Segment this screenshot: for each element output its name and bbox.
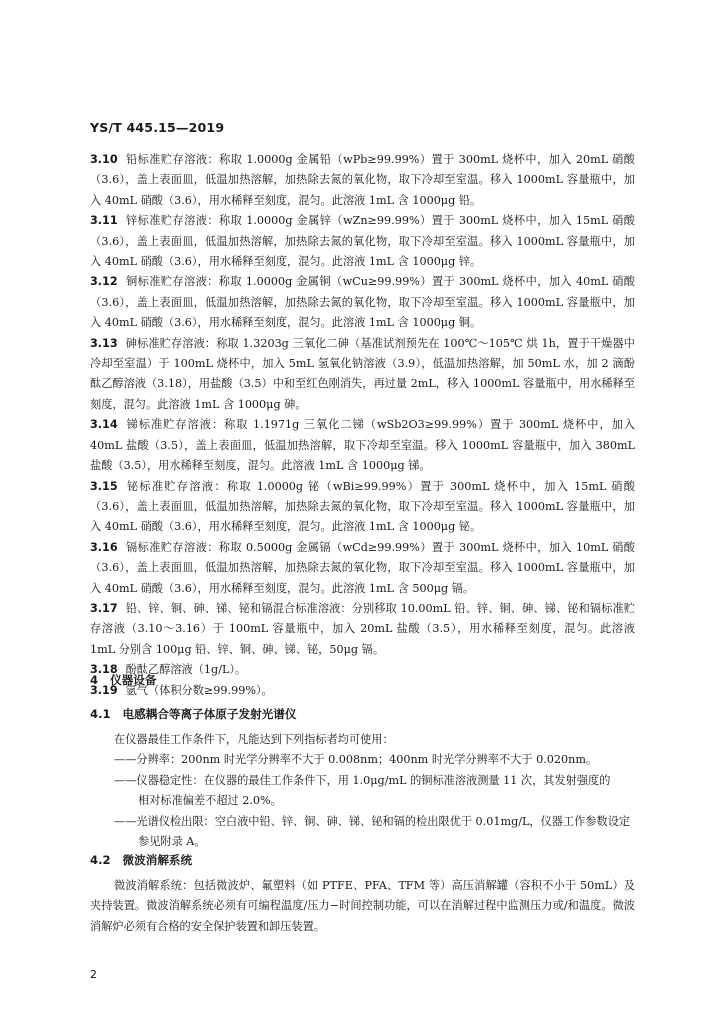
item-text: 铋标准贮存溶液：称取 1.0000g 铋（wBi≥99.99%）置于 300mL 烧杯中，加入 15mL 硝酸（3.6），盖上表面皿，低温加热溶解，加热除去氮的氧化物，取下冷却至室温。移入 1000mL 容量瓶中，加入 40mL 硝酸（3.6），用水稀释至刻度，混匀。此溶液 1mL 含 1000μg 铋。	[90, 479, 635, 534]
section-number: 4.1	[90, 707, 111, 721]
reagent-item-3-14	[90, 415, 635, 476]
item-text: 砷标准贮存溶液：称取 1.3203g 三氧化二砷（基准试剂预先在 100℃～105℃ 烘 1h，置于干燥器中冷却至室温）于 100mL 烧杯中，加入 5mL 氢氧化钠溶液（3.9），低温加热溶解，加 50mL 水，加 2 滴酚酞乙醇溶液（3.18），用盐酸（3.5）中和至红色刚消失，再过量 2mL，移入 1000mL 容量瓶中，用水稀释至刻度，混匀。此溶液 1mL 含 1000μg 砷。	[90, 336, 635, 411]
spec-detection-limit-cont: 参见附录 A。	[138, 835, 206, 849]
reagent-item-3-18	[90, 660, 635, 680]
item-text: 氩气（体积分数≥99.99%）。	[125, 683, 273, 697]
reagent-item-3-10	[90, 150, 635, 211]
section-number: 4.2	[90, 853, 111, 867]
section-intro: 在仪器最佳工作条件下，凡能达到下列指标者均可使用：	[114, 733, 394, 746]
section-title: 电感耦合等离子体原子发射光谱仪	[122, 707, 297, 721]
item-text: 酚酞乙醇溶液（1g/L）。	[125, 663, 247, 677]
reagent-item-3-11	[90, 211, 635, 272]
item-number: 3.19	[90, 683, 118, 697]
item-number: 3.16	[90, 540, 118, 554]
section-heading-4	[90, 672, 156, 688]
item-text: 锑标准贮存溶液：称取 1.1971g 三氧化二锑（wSb2O3≥99.99%）置于 300mL 烧杯中，加入 40mL 盐酸（3.5），盖上表面皿，低温加热溶解，取下冷却至室温。移入 1000mL 容量瓶中，加入 380mL 盐酸（3.5），用水稀释至刻度，混匀。此溶液 1mL 含 1000μg 锑。	[90, 418, 635, 473]
section-heading-4-1	[90, 706, 296, 722]
section-heading-4-2	[90, 852, 192, 868]
page-number: 2	[90, 968, 97, 981]
item-number: 3.18	[90, 663, 118, 677]
spec-stability-cont: 相对标准偏差不超过 2.0%。	[138, 794, 282, 808]
spec-resolution: ——分辨率：200nm 时光学分辨率不大于 0.008nm；400nm 时光学分辨率不大于 0.020nm。	[114, 753, 598, 767]
reagent-item-3-19	[90, 681, 635, 701]
section-title: 微波消解系统	[122, 853, 193, 867]
reagent-item-3-12	[90, 272, 635, 333]
microwave-description: 微波消解系统：包括微波炉、氟塑料（如 PTFE、PFA、TFM 等）高压消解罐（容积不小于 50mL）及夹持装置。微波消解系统必须有可编程温度/压力−时间控制功能，可以在消解过程中监测压力或/和温度。微波消解炉必须有合格的安全保护装置和卸压装置。	[90, 879, 635, 933]
item-text: 锌标准贮存溶液：称取 1.0000g 金属锌（wZn≥99.99%）置于 300mL 烧杯中，加入 15mL 硝酸（3.6），盖上表面皿，低温加热溶解，加热除去氮的氧化物，取下冷却至室温。移入 1000mL 容量瓶中，加入 40mL 硝酸（3.6），用水稀释至刻度，混匀。此溶液 1mL 含 1000μg 锌。	[90, 214, 635, 269]
item-text: 铅、锌、铜、砷、锑、铋和镉混合标准溶液：分别移取 10.00mL 铅、锌、铜、砷、锑、铋和镉标准贮存溶液（3.10～3.16）于 100mL 容量瓶中，加入 20mL 盐酸（3.5），用水稀释至刻度，混匀。此溶液 1mL 分别含 100μg 铅、锌、铜、砷、锑、铋，50μg 镉。	[90, 601, 635, 656]
item-number: 3.17	[90, 601, 118, 615]
item-number: 3.15	[90, 479, 118, 493]
standard-number-header: YS/T 445.15—2019	[90, 120, 225, 135]
section-4-2-body	[90, 876, 635, 937]
item-text: 铜标准贮存溶液：称取 1.0000g 金属铜（wCu≥99.99%）置于 300mL 烧杯中，加入 40mL 硝酸（3.6），盖上表面皿，低温加热溶解，加热除去氮的氧化物，取下冷却至室温。移入 1000mL 容量瓶中，加入 40mL 硝酸（3.6），用水稀释至刻度，混匀。此溶液 1mL 含 1000μg 铜。	[90, 275, 635, 330]
reagent-item-3-13	[90, 334, 635, 416]
spec-detection-limit: ——光谱仪检出限：空白液中铅、锌、铜、砷、锑、铋和镉的检出限优于 0.01mg/L，仪器工作参数设定	[114, 814, 631, 828]
spec-stability: ——仪器稳定性：在仪器的最佳工作条件下，用 1.0μg/mL 的铜标准溶液测量 11 次，其发射强度的	[114, 773, 611, 787]
reagent-item-3-15	[90, 477, 635, 538]
section-number: 4	[90, 673, 99, 687]
section-4-1-body	[90, 730, 635, 852]
item-text: 镉标准贮存溶液：称取 0.5000g 金属镉（wCd≥99.99%）置于 300mL 烧杯中，加入 10mL 硝酸（3.6），盖上表面皿，低温加热溶解，加热除去氮的氧化物，取下冷却至室温。移入 1000mL 容量瓶中，加入 40mL 硝酸（3.6），用水稀释至刻度，混匀。此溶液 1mL 含 500μg 镉。	[90, 540, 635, 595]
reagent-item-3-17	[90, 599, 635, 660]
item-text: 铅标准贮存溶液：称取 1.0000g 金属铅（wPb≥99.99%）置于 300mL 烧杯中，加入 20mL 硝酸（3.6），盖上表面皿，低温加热溶解，加热除去氮的氧化物，取下冷却至室温。移入 1000mL 容量瓶中，加入 40mL 硝酸（3.6），用水稀释至刻度，混匀。此溶液 1mL 含 1000μg 铅。	[90, 153, 635, 207]
item-number: 3.12	[90, 275, 118, 289]
reagent-list	[90, 150, 635, 701]
item-number: 3.10	[90, 153, 118, 166]
item-number: 3.14	[90, 418, 118, 432]
item-number: 3.11	[90, 214, 118, 228]
reagent-item-3-16	[90, 538, 635, 599]
item-number: 3.13	[90, 336, 118, 350]
section-title: 仪器设备	[110, 673, 157, 687]
